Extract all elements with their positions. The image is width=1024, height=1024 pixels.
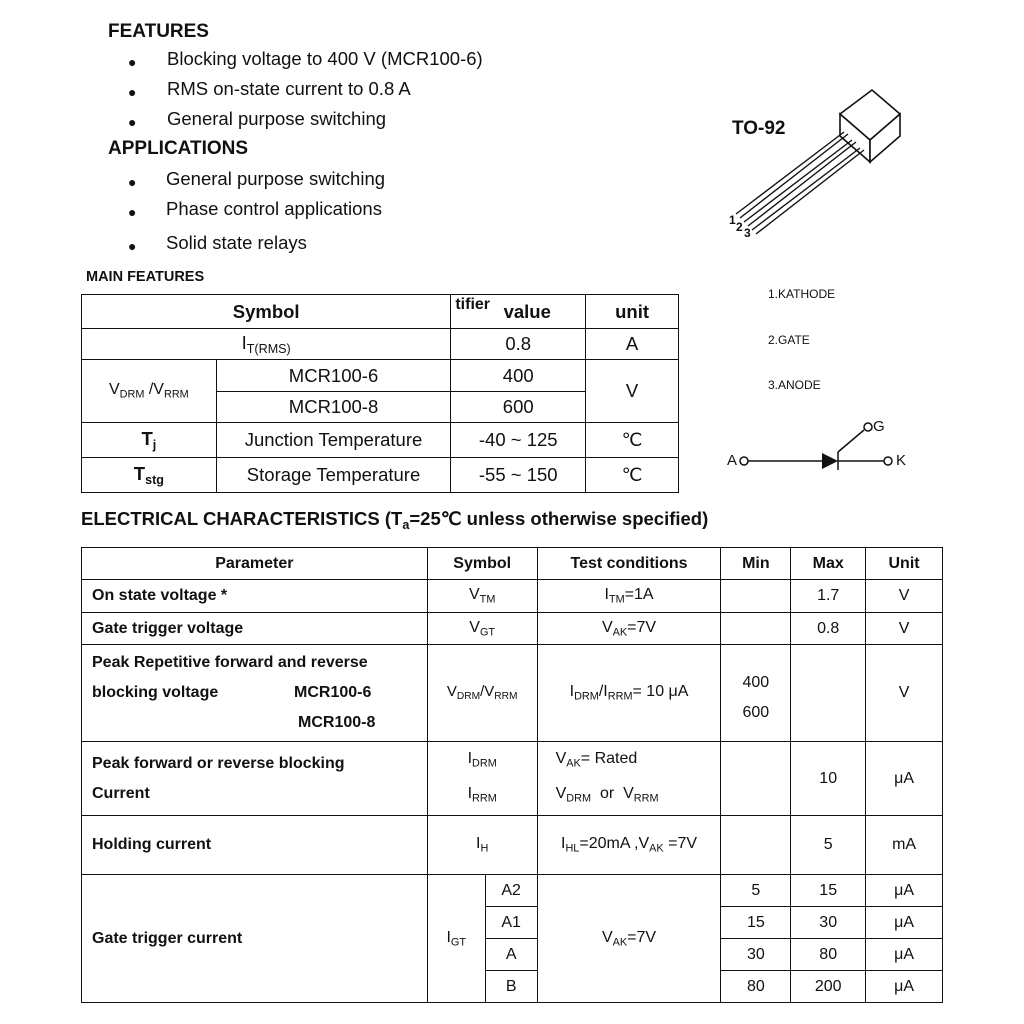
igt-min: 30: [721, 939, 791, 971]
sym-peak-repetitive: $V_{DRM}/V_{RRM}$: [427, 645, 537, 742]
igt-grade: A: [485, 939, 537, 971]
header-symbol: Symbol: [427, 548, 537, 580]
feature-item: Blocking voltage to 400 V (MCR100-6): [167, 48, 483, 69]
feature-item: RMS on-state current to 0.8 A: [167, 78, 411, 99]
vdrm-symbol: $V_{DRM}$ $/V_{RRM}$: [82, 360, 217, 423]
table-row: [82, 548, 943, 580]
param-igt: Gate trigger current: [82, 875, 428, 1003]
cond-peak-blocking: $V_{AK}=$ Rated $V_{DRM}$ or $V_{RRM}$: [537, 742, 721, 816]
bullet-icon: ●: [128, 54, 137, 70]
pin-label: 2.GATE: [768, 333, 810, 347]
igt-grade: A1: [485, 907, 537, 939]
unit-vgt: V: [866, 613, 943, 645]
bullet-icon: ●: [128, 204, 137, 220]
cond-igt: $V_{AK}=7V$: [537, 875, 721, 1003]
igt-unit: μA: [866, 939, 943, 971]
max-vgt: 0.8: [791, 613, 866, 645]
gate-label: G: [873, 418, 885, 435]
to92-package-icon: [722, 84, 912, 244]
pin-label: 1.KATHODE: [768, 287, 836, 301]
header-max: Max: [791, 548, 866, 580]
application-item: Phase control applications: [166, 198, 382, 219]
it-unit: A: [586, 329, 679, 360]
max-peak-blocking: 10: [791, 742, 866, 816]
table-row: [82, 360, 679, 392]
features-title: FEATURES: [108, 21, 209, 42]
header-min: Min: [721, 548, 791, 580]
cond-peak-repetitive: $I_{DRM}/I_{RRM}= 10$ μA: [537, 645, 721, 742]
table-row: [82, 458, 679, 493]
tj-symbol: $T_j$: [82, 423, 217, 458]
table-row: [82, 742, 943, 816]
table-row: [82, 580, 943, 613]
electrical-table: [81, 547, 943, 1003]
table-row: [82, 613, 943, 645]
igt-max: 30: [791, 907, 866, 939]
igt-grade: A2: [485, 875, 537, 907]
table-row: [82, 329, 679, 360]
igt-unit: μA: [866, 971, 943, 1003]
bullet-icon: ●: [128, 84, 137, 100]
sym-peak-blocking: $I_{DRM}$ $I_{RRM}$: [427, 742, 537, 816]
sym-holding: $I_H$: [427, 816, 537, 875]
min-peak-blocking: [721, 742, 791, 816]
param-peak-repetitive: Peak Repetitive forward and reverse blocking voltage MCR100-6 MCR100-8: [82, 645, 428, 742]
header-test: Test conditions: [537, 548, 721, 580]
max-holding: 5: [791, 816, 866, 875]
min-holding: [721, 816, 791, 875]
tstg-unit: ℃: [586, 458, 679, 493]
bullet-icon: ●: [128, 238, 137, 254]
application-item: General purpose switching: [166, 168, 386, 189]
unit-peak-blocking: μA: [866, 742, 943, 816]
pin-number: 1: [729, 213, 736, 227]
sym-vtm: $V_{TM}$: [427, 580, 537, 613]
igt-unit: μA: [866, 907, 943, 939]
unit-peak-repetitive: V: [866, 645, 943, 742]
table-row: [82, 816, 943, 875]
header-symbol: Symbol: [82, 295, 451, 329]
tj-unit: ℃: [586, 423, 679, 458]
igt-unit: μA: [866, 875, 943, 907]
param-vgt: Gate trigger voltage: [82, 613, 428, 645]
table-row: [82, 295, 679, 329]
package-name: TO-92: [732, 118, 786, 139]
igt-min: 80: [721, 971, 791, 1003]
feature-item: General purpose switching: [167, 108, 387, 129]
kathode-label: K: [896, 452, 907, 469]
igt-grade: B: [485, 971, 537, 1003]
igt-max: 200: [791, 971, 866, 1003]
max-vtm: 1.7: [791, 580, 866, 613]
application-item: Solid state relays: [166, 232, 307, 253]
param-vtm: On state voltage *: [82, 580, 428, 613]
tj-value: -40 ~ 125: [451, 423, 586, 458]
pin-number: 3: [744, 226, 751, 240]
sym-vgt: $V_{GT}$: [427, 613, 537, 645]
header-parameter: Parameter: [82, 548, 428, 580]
cond-holding: $I_{HL}=20mA$ $,V_{AK} =7V$: [537, 816, 721, 875]
main-features-table: [81, 294, 679, 493]
param-peak-blocking: Peak forward or reverse blocking Current: [82, 742, 428, 816]
min-vtm: [721, 580, 791, 613]
table-row: [82, 645, 943, 742]
min-peak-repetitive: 400 600: [721, 645, 791, 742]
cond-vgt: $V_{AK}=7V$: [537, 613, 721, 645]
electrical-title: ELECTRICAL CHARACTERISTICS ($T_a=25℃$ unless otherwise specified): [81, 508, 709, 532]
it-symbol: $I_{T(RMS)}$: [82, 329, 451, 360]
header-unit: unit: [586, 295, 679, 329]
igt-min: 15: [721, 907, 791, 939]
pin-number: 2: [736, 220, 743, 234]
unit-holding: mA: [866, 816, 943, 875]
pin-label: 3.ANODE: [768, 378, 821, 392]
header-value-prefix: tifier: [455, 296, 491, 313]
tstg-value: -55 ~ 150: [451, 458, 586, 493]
mcr100-8-label: MCR100-8: [216, 392, 451, 423]
tstg-desc: Storage Temperature: [216, 458, 451, 493]
min-vgt: [721, 613, 791, 645]
table-row: [82, 875, 943, 907]
mcr100-6-label: MCR100-6: [216, 360, 451, 392]
header-unit: Unit: [866, 548, 943, 580]
param-holding: Holding current: [82, 816, 428, 875]
mcr100-8-value: 600: [451, 392, 586, 423]
tstg-symbol: $T_{stg}$: [82, 458, 217, 493]
max-peak-repetitive: [791, 645, 866, 742]
main-features-title: MAIN FEATURES: [86, 269, 205, 285]
igt-max: 15: [791, 875, 866, 907]
it-value: 0.8: [451, 329, 586, 360]
cond-vtm: $I_{TM}=1A$: [537, 580, 721, 613]
sym-igt: $I_{GT}$: [427, 875, 485, 1003]
igt-max: 80: [791, 939, 866, 971]
mcr100-6-value: 400: [451, 360, 586, 392]
anode-label: A: [727, 452, 738, 469]
bullet-icon: ●: [128, 114, 137, 130]
applications-title: APPLICATIONS: [108, 138, 249, 159]
unit-vtm: V: [866, 580, 943, 613]
header-value-text: value: [503, 300, 551, 322]
bullet-icon: ●: [128, 174, 137, 190]
tj-desc: Junction Temperature: [216, 423, 451, 458]
table-row: [82, 423, 679, 458]
igt-min: 5: [721, 875, 791, 907]
v-unit: V: [586, 360, 679, 423]
header-value: [451, 295, 586, 329]
